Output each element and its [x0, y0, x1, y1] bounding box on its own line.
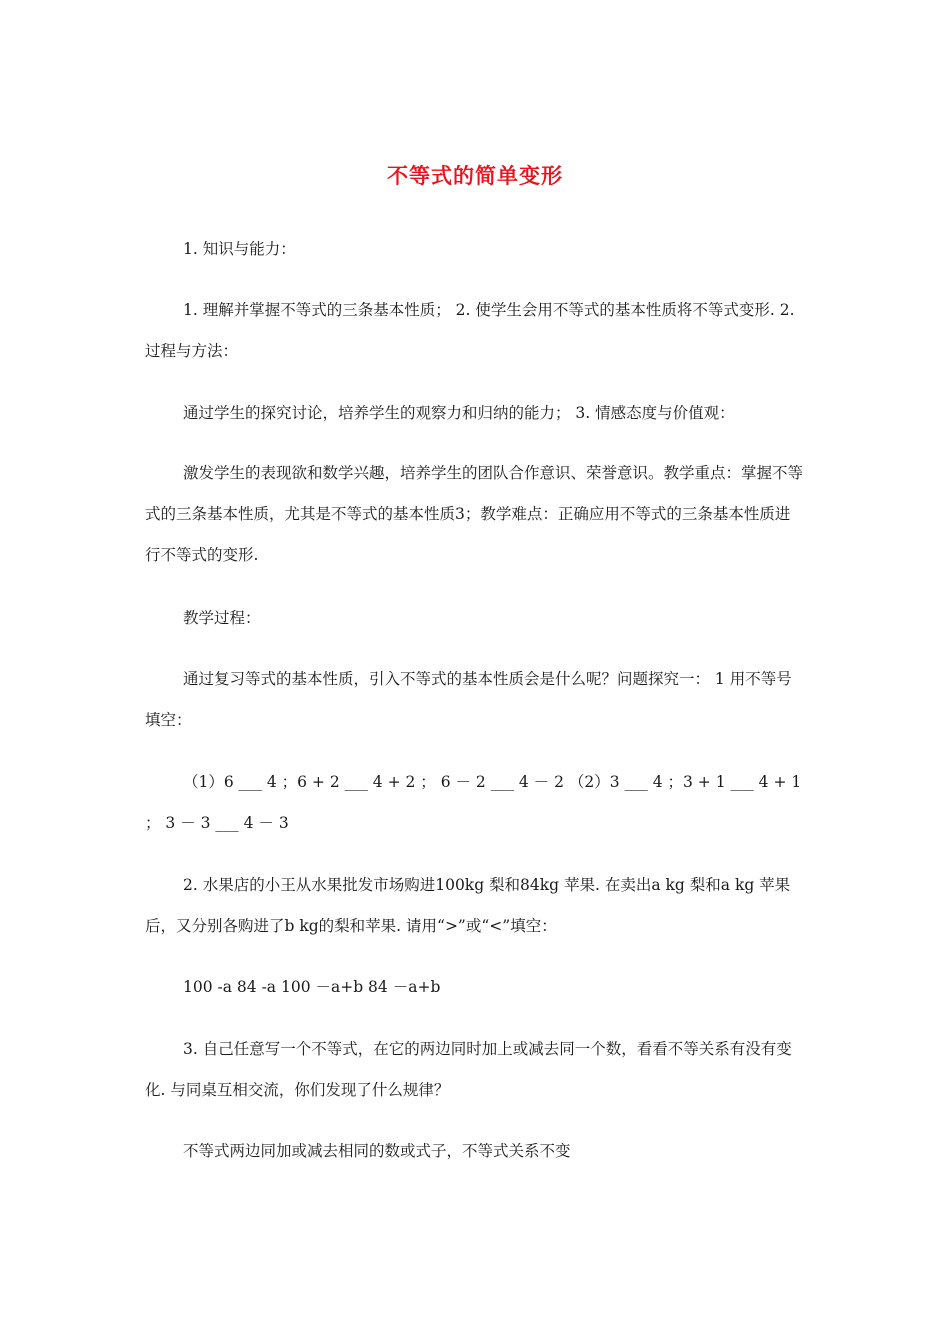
- paragraph-goals: 1. 理解并掌握不等式的三条基本性质； 2. 使学生会用不等式的基本性质将不等式变形. 2. 过程与方法：: [145, 301, 795, 360]
- paragraph-fill-blanks: （1）6 ___ 4 ；6 + 2 ___ 4 + 2 ； 6 － 2 ___ 4 － 2 （2）3 ___ 4 ；3 + 1 ___ 4 + 1 ； 3 － 3 ___ 4 － 3: [145, 773, 802, 832]
- paragraph-review: 通过复习等式的基本性质，引入不等式的基本性质会是什么呢？问题探究一： 1 用不等号填空：: [145, 670, 792, 729]
- paragraph-self-inequality: 3. 自己任意写一个不等式，在它的两边同时加上或减去同一个数，看看不等关系有没有变化. 与同桌互相交流，你们发现了什么规律？: [145, 1040, 792, 1099]
- paragraph-expressions: 100 -a 84 -a 100 －a+b 84 －a+b: [183, 978, 441, 996]
- paragraph-knowledge-heading: 1. 知识与能力：: [183, 240, 296, 258]
- paragraph-emotion: 激发学生的表现欲和数学兴趣，培养学生的团队合作意识、荣誉意识。教学重点：掌握不等式的三条基本性质，尤其是不等式的基本性质3；教学难点：正确应用不等式的三条基本性质进行不等式的变形.: [145, 464, 804, 564]
- paragraph-fruit-problem: 2. 水果店的小王从水果批发市场购进100kg 梨和84kg 苹果. 在卖出a kg 梨和a kg 苹果后，又分别各购进了b kg的梨和苹果. 请用“>”或“<”填空：: [145, 876, 791, 935]
- paragraph-process: 通过学生的探究讨论，培养学生的观察力和归纳的能力； 3. 情感态度与价值观：: [183, 404, 735, 422]
- document-title: 不等式的简单变形: [387, 164, 563, 188]
- paragraph-conclusion: 不等式两边同加或减去相同的数或式子，不等式关系不变: [183, 1142, 571, 1160]
- paragraph-teaching-process: 教学过程：: [183, 609, 261, 627]
